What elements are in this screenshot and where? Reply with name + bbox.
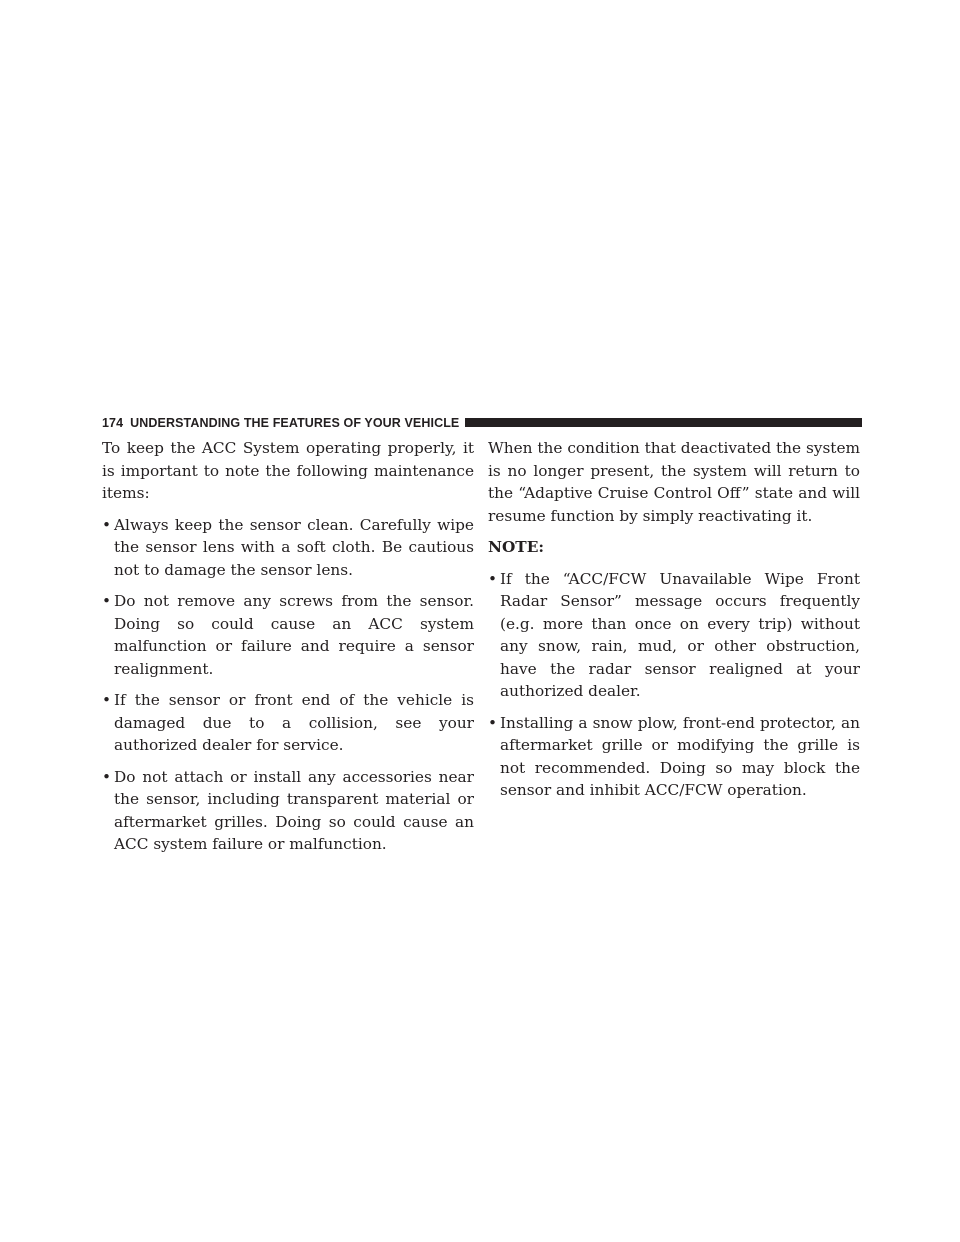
list-item-text: Installing a snow plow, front-end protector, an aftermarket grille or modifying the grille is not recommended. Doing so may block the sensor and inhibit ACC/FCW operation.	[500, 713, 860, 799]
bullet-icon: •	[488, 713, 498, 732]
list-item-text: Do not attach or install any accessories near the sensor, including transparent material or aftermarket grilles. Doing so could cause an ACC system failure or malfunction.	[114, 767, 474, 853]
list-item-text: If the sensor or front end of the vehicle is damaged due to a collision, see your authorized dealer for service.	[114, 691, 474, 754]
header-rule	[465, 418, 862, 427]
section-title: UNDERSTANDING THE FEATURES OF YOUR VEHICLE	[130, 415, 460, 430]
deactivation-paragraph: When the condition that deactivated the system is no longer present, the system will return to the “Adaptive Cruise Control Off” state and will resume function by simply reactivating it.	[488, 439, 860, 525]
maintenance-list	[102, 514, 474, 856]
right-column	[488, 437, 860, 811]
bullet-icon: •	[102, 691, 112, 709]
list-item-text: If the “ACC/FCW Unavailable Wipe Front Radar Sensor” message occurs frequently (e.g. more than once on every trip) without any snow, rain, mud, or other obstruction, have the radar sensor realigned at your authorized dealer.	[500, 569, 860, 700]
list-item-text: Always keep the sensor clean. Carefully wipe the sensor lens with a soft cloth. Be cautious not to damage the sensor lens.	[114, 515, 474, 579]
list-item	[488, 712, 860, 802]
intro-paragraph: To keep the ACC System operating properly, it is important to note the following maintenance items:	[102, 439, 474, 502]
list-item	[102, 689, 474, 757]
note-list	[488, 568, 860, 802]
list-item	[102, 590, 474, 680]
left-column	[102, 437, 474, 865]
bullet-icon: •	[102, 515, 112, 534]
list-item	[102, 514, 474, 582]
bullet-icon: •	[102, 767, 112, 786]
note-label: NOTE:	[488, 538, 544, 556]
page-number: 174	[102, 415, 124, 430]
bullet-icon: •	[488, 569, 498, 588]
list-item	[488, 568, 860, 703]
bullet-icon: •	[102, 592, 112, 610]
list-item-text: Do not remove any screws from the sensor. Doing so could cause an ACC system malfunction or failure and require a sensor realignment.	[114, 592, 474, 678]
list-item	[102, 766, 474, 856]
page-header	[102, 414, 862, 431]
